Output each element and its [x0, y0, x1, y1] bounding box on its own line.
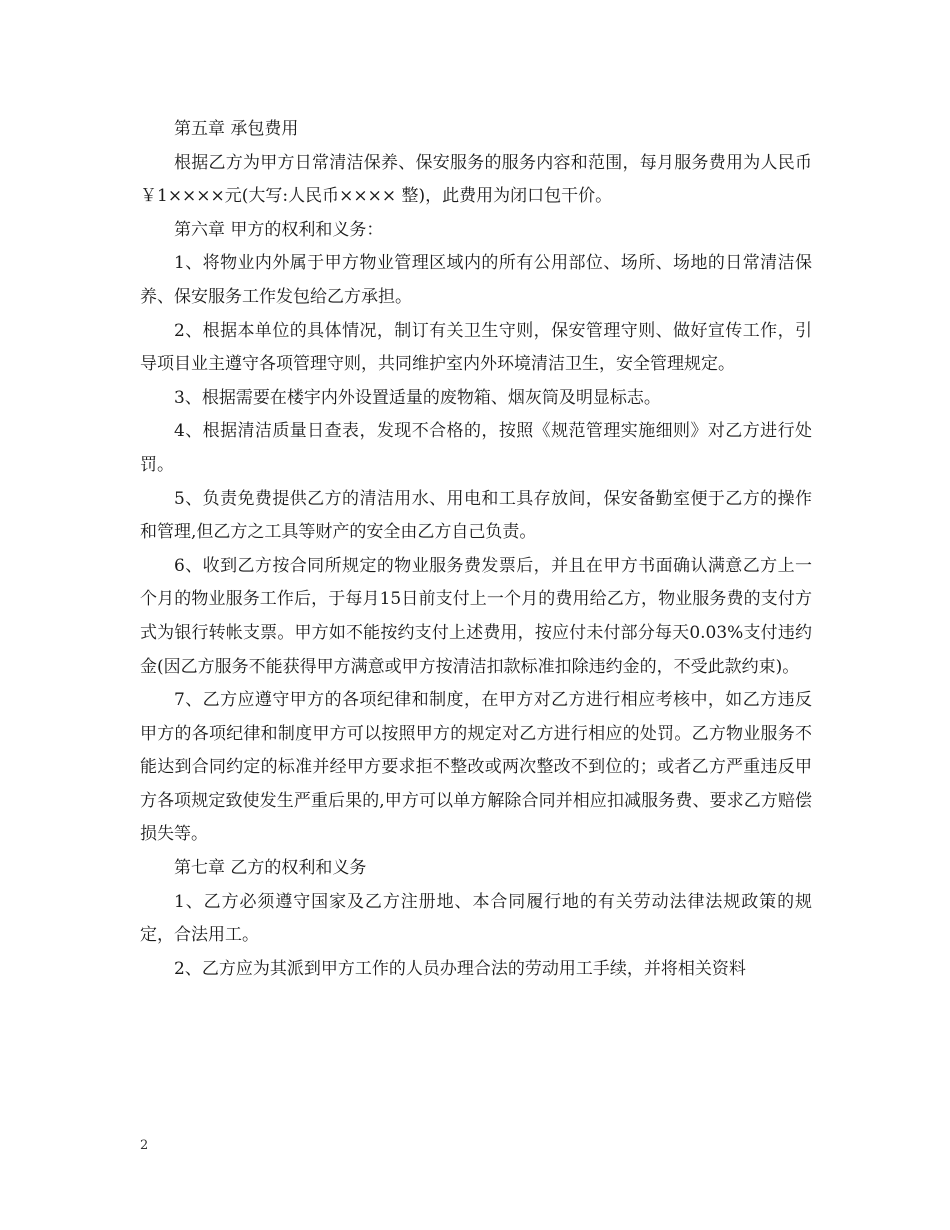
- chapter-heading-7: 第七章 乙方的权利和义务: [174, 858, 367, 879]
- chapter-heading-6: 第六章 甲方的权利和义务：: [174, 219, 384, 240]
- paragraph-party-a-7: 7、乙方应遵守甲方的各项纪律和制度，在甲方对乙方进行相应考核中，如乙方违反甲方的各项纪律和制度甲方可以按照甲方的规定对乙方进行相应的处罚。乙方物业服务不能达到合同约定的标准并经甲方要求拒不整改或两次整改不到位的；或者乙方严重违反甲方各项规定致使发生严重后果的,甲方可以单方解除合同并相应扣减服务费、要求乙方赔偿损失等。: [140, 690, 812, 845]
- paragraph-fee: 根据乙方为甲方日常清洁保养、保安服务的服务内容和范围，每月服务费用为人民币￥1××××元(大写:人民币×××× 整)，此费用为闭口包干价。: [140, 152, 812, 207]
- paragraph-party-a-5: 5、负责免费提供乙方的清洁用水、用电和工具存放间，保安备勤室便于乙方的操作和管理,但乙方之工具等财产的安全由乙方自己负责。: [140, 488, 812, 543]
- paragraph-party-a-1: 1、将物业内外属于甲方物业管理区域内的所有公用部位、场所、场地的日常清洁保养、保安服务工作发包给乙方承担。: [140, 253, 812, 307]
- paragraph-party-a-6: 6、收到乙方按合同所规定的物业服务费发票后，并且在甲方书面确认满意乙方上一个月的物业服务工作后，于每月15日前支付上一个月的费用给乙方，物业服务费的支付方式为银行转帐支票。甲方如不能按约支付上述费用，按应付未付部分每天0.03%支付违约金(因乙方服务不能获得甲方满意或甲方按清洁扣款标准扣除违约金的，不受此款约束)。: [140, 555, 812, 677]
- page-number: 2: [140, 1138, 149, 1153]
- paragraph-party-a-2: 2、根据本单位的具体情况，制订有关卫生守则，保安管理守则、做好宣传工作，引导项目业主遵守各项管理守则，共同维护室内外环境清洁卫生，安全管理规定。: [140, 320, 812, 375]
- paragraph-party-a-4: 4、根据清洁质量日查表，发现不合格的，按照《规范管理实施细则》对乙方进行处罚。: [140, 421, 812, 475]
- document-page: [140, 113, 812, 986]
- paragraph-party-b-1: 1、乙方必须遵守国家及乙方注册地、本合同履行地的有关劳动法律法规政策的规定，合法用工。: [140, 891, 812, 946]
- paragraph-party-a-3: 3、根据需要在楼宇内外设置适量的废物箱、烟灰筒及明显标志。: [174, 387, 661, 408]
- paragraph-party-b-2: 2、乙方应为其派到甲方工作的人员办理合法的劳动用工手续，并将相关资料: [174, 958, 746, 979]
- chapter-heading-5: 第五章 承包费用: [174, 119, 299, 139]
